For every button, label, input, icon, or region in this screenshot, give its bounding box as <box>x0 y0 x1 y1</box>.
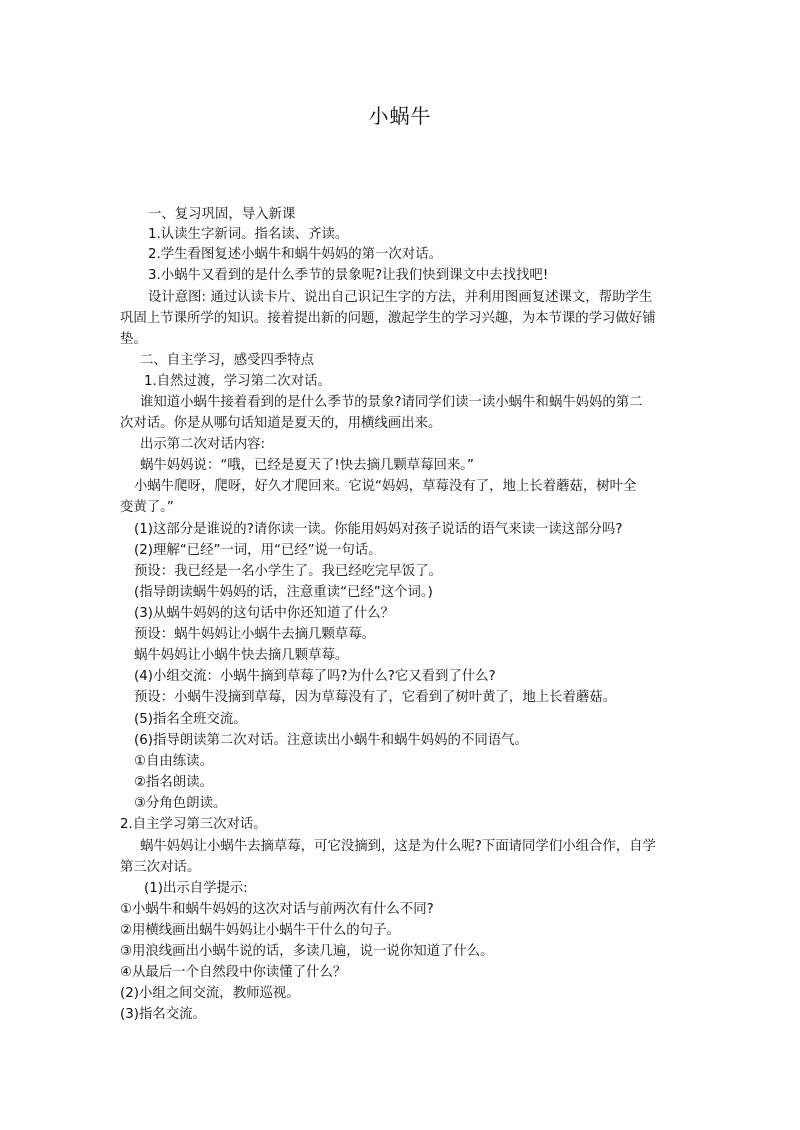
paragraph-line: 预设：蜗牛妈妈让小蜗牛去摘几颗草莓。 <box>134 627 376 642</box>
list-item: ②指名朗读。 <box>134 775 213 790</box>
paragraph-line: 巩固上节课所学的知识。接着提出新的问题，激起学生的学习兴趣，为本节课的学习做好铺 <box>120 311 656 326</box>
paragraph-line: 第三次对话。 <box>120 860 201 875</box>
paragraph-line: (1)这部分是谁说的?请你读一读。你能用妈妈对孩子说话的语气来读一读这部分吗? <box>134 522 623 537</box>
list-item: ①小蜗牛和蜗牛妈妈的这次对话与前两次有什么不同? <box>120 902 434 917</box>
paragraph-line: 1.认读生字新词。指名读、齐读。 <box>148 227 349 242</box>
paragraph-line: 2.学生看图复述小蜗牛和蜗牛妈妈的第一次对话。 <box>148 247 442 262</box>
page-title: 小蜗牛 <box>368 104 432 128</box>
paragraph-line: (指导朗读蜗牛妈妈的话，注意重读“已经”这个词。) <box>134 585 433 600</box>
paragraph-line: (2)小组之间交流，教师巡视。 <box>120 986 300 1001</box>
paragraph-line: 3.小蜗牛又看到的是什么季节的景象呢?让我们快到课文中去找找吧! <box>148 268 549 283</box>
paragraph-line: 出示第二次对话内容: <box>140 437 266 452</box>
paragraph-line: 谁知道小蜗牛接着看到的是什么季节的景象?请同学们读一读小蜗牛和蜗牛妈妈的第二 <box>140 395 643 410</box>
paragraph-line: (6)指导朗读第二次对话。注意读出小蜗牛和蜗牛妈妈的不同语气。 <box>134 733 528 748</box>
list-item: ③分角色朗读。 <box>134 796 227 811</box>
section-heading-review: 一、复习巩固，导入新课 <box>148 207 296 222</box>
list-item: ①自由练读。 <box>134 754 213 769</box>
paragraph-line: 预设：我已经是一名小学生了。我已经吃完早饭了。 <box>134 564 442 579</box>
paragraph-line: (1)出示自学提示: <box>144 881 248 896</box>
list-item: ③用浪线画出小蜗牛说的话，多读几遍，说一说你知道了什么。 <box>120 944 494 959</box>
dialogue-line: 变黄了。” <box>120 500 174 515</box>
paragraph-line: (5)指名全班交流。 <box>134 712 247 727</box>
paragraph-line: 次对话。你是从哪句话知道是夏天的，用横线画出来。 <box>120 416 442 431</box>
paragraph-line: 蜗牛妈妈让小蜗牛快去摘几颗草莓。 <box>134 648 349 663</box>
section-heading-self-study: 二、自主学习，感受四季特点 <box>140 353 315 368</box>
paragraph-line: 预设：小蜗牛没摘到草莓，因为草莓没有了，它看到了树叶黄了，地上长着蘑菇。 <box>134 690 617 705</box>
paragraph-line: (3)指名交流。 <box>120 1007 206 1022</box>
paragraph-line: 蜗牛妈妈让小蜗牛去摘草莓，可它没摘到，这是为什么呢?下面请同学们小组合作，自学 <box>140 839 656 854</box>
paragraph-line: 1.自然过渡，学习第二次对话。 <box>144 374 331 389</box>
paragraph-line: (2)理解“已经”一词，用“已经”说一句话。 <box>134 543 382 558</box>
paragraph-line: 设计意图: 通过认读卡片、说出自己识记生字的方法，并利用图画复述课文，帮助学生 <box>148 290 653 305</box>
paragraph-line: (3)从蜗牛妈妈的这句话中你还知道了什么？ <box>134 606 394 621</box>
paragraph-line: 垫。 <box>120 332 147 347</box>
paragraph-line: 2.自主学习第三次对话。 <box>120 817 267 832</box>
paragraph-line: (4)小组交流：小蜗牛摘到草莓了吗?为什么?它又看到了什么? <box>134 669 496 684</box>
list-item: ②用横线画出蜗牛妈妈让小蜗牛干什么的句子。 <box>120 923 400 938</box>
list-item: ④从最后一个自然段中你读懂了什么？ <box>120 965 347 980</box>
dialogue-line: 蜗牛妈妈说：“哦，已经是夏天了!快去摘几颗草莓回来。” <box>140 458 474 473</box>
dialogue-line: 小蜗牛爬呀，爬呀，好久才爬回来。它说“妈妈，草莓没有了，地上长着蘑菇，树叶全 <box>134 479 637 494</box>
